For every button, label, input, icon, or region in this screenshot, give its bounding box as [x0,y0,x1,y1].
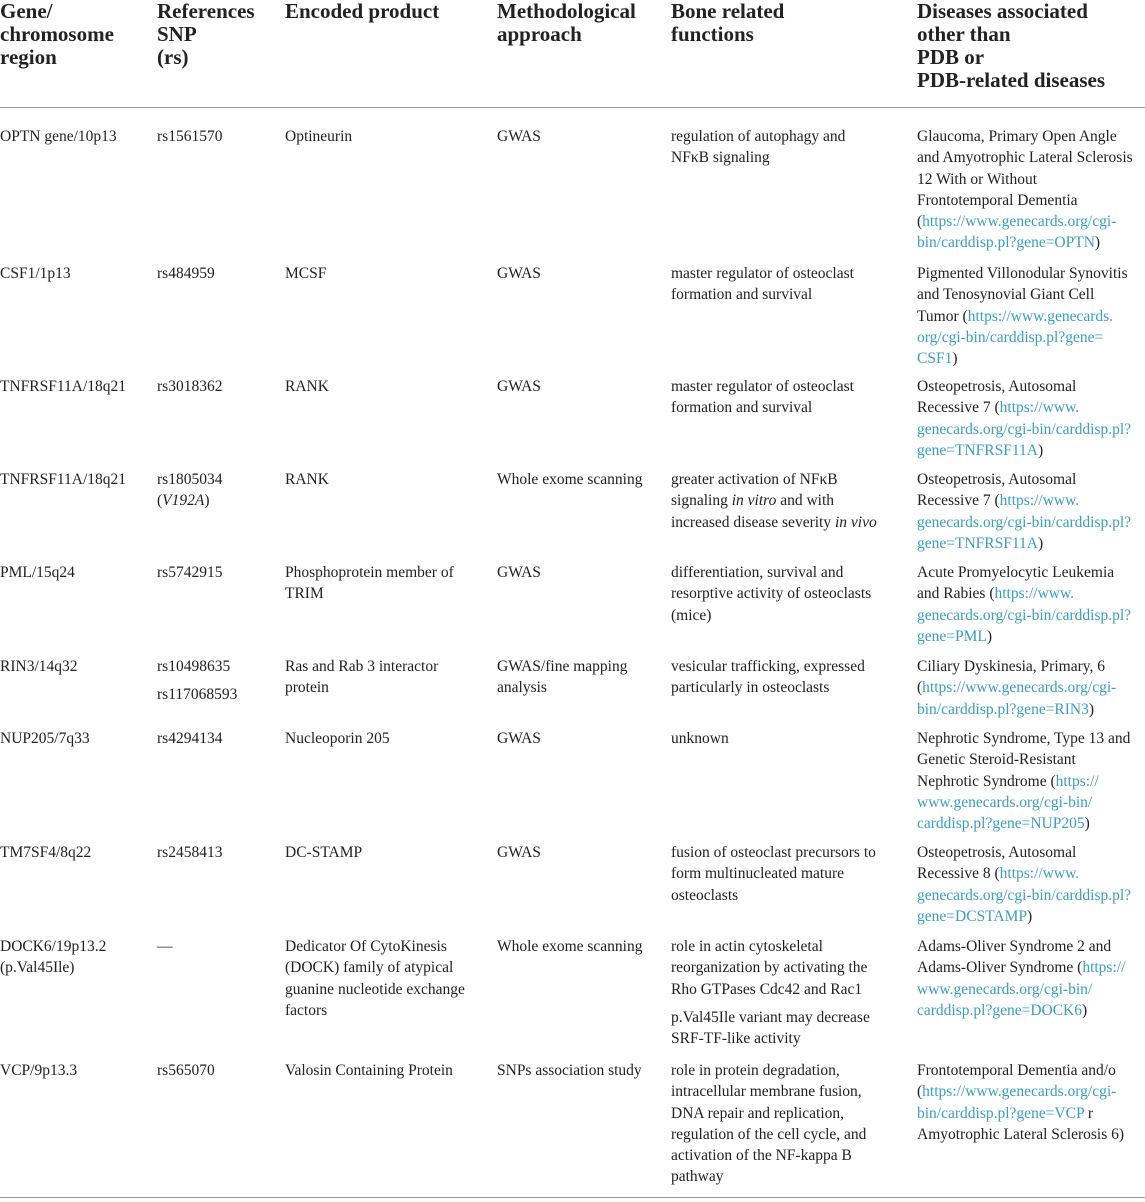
cell-line [917,813,1130,834]
text-span: and Rabies [917,585,990,603]
cell-line: formation and survival [671,286,813,304]
cell-line: master regulator of osteoclast [671,378,854,395]
cell-line: form multinucleated mature [671,865,845,883]
cell-snp [157,656,237,706]
text-span: in vivo [834,513,877,531]
cell-functions [671,562,871,626]
cell-line: Genetic Steroid-Resistant [917,751,1076,769]
text-span: ( [1077,959,1083,977]
genecards-link[interactable]: genecards.org/cgi-bin/carddisp.pl? [917,886,1132,904]
cell-line: Nephrotic Syndrome, Type 13 and [917,730,1131,747]
cell-gene [0,936,106,979]
cell-diseases [917,469,1131,554]
genecards-link[interactable]: CSF1 [917,350,953,368]
cell-line [671,490,877,511]
cell-line: greater activation of NFκB [671,471,838,488]
genecards-link[interactable]: gene=PML [917,627,987,645]
header-line: functions [671,22,754,46]
cell-line: resorptive activity of osteoclasts [671,585,872,603]
spacer [671,1000,870,1007]
cell-line: (DOCK) family of atypical [285,959,454,977]
cell-line: NUP205/7q33 [0,730,90,747]
cell-line [917,863,1131,884]
cell-line [917,419,1131,440]
cell-line: reorganization by activating the [671,959,868,977]
text-span: Tumor [917,307,963,325]
cell-line: rs10498635 [157,658,231,675]
header-method [497,0,636,46]
cell-line: rs117068593 [157,686,238,704]
cell-line: unknown [671,730,729,747]
cell-line [917,957,1125,978]
text-span: ) [1026,907,1033,925]
cell-line: rs565070 [157,1062,215,1079]
bottom-rule [0,1197,1145,1198]
cell-line: intracellular membrane fusion, [671,1083,862,1101]
genecards-link[interactable]: genecards.org/cgi-bin/carddisp.pl? [917,420,1132,438]
text-span: and with [776,492,835,510]
cell-line: SNPs association study [497,1062,642,1079]
cell-product [285,728,390,749]
genecards-link[interactable]: carddisp.pl?gene=DOCK6 [917,1001,1082,1019]
header-line: Diseases associated [917,0,1088,23]
cell-method [497,1060,642,1081]
cell-line [917,792,1130,813]
cell-line: Osteopetrosis, Autosomal [917,378,1077,395]
cell-snp [157,126,222,147]
genecards-link[interactable]: https://www.genecards. [967,307,1114,325]
cell-line: particularly in osteoclasts [671,679,830,697]
text-span: ( [989,585,995,603]
text-span: Recessive 7 [917,492,995,510]
cell-diseases [917,263,1128,369]
cell-gene [0,728,90,749]
cell-line: osteoclasts [671,886,739,904]
genecards-link[interactable]: genecards.org/cgi-bin/carddisp.pl? [917,513,1132,531]
genecards-link[interactable]: www.genecards.org/cgi-bin/ [917,980,1093,998]
cell-line: RANK [285,471,329,488]
header-snp [157,0,255,69]
cell-line: role in protein degradation, [671,1062,840,1079]
cell-functions [671,936,870,1049]
cell-line: Nucleoporin 205 [285,730,390,747]
genecards-link[interactable]: https:// [1082,959,1126,977]
cell-product [285,376,329,397]
cell-line [917,440,1131,461]
cell-line [917,490,1131,511]
cell-line: RIN3/14q32 [0,658,78,675]
genecards-link[interactable]: https://www. [999,865,1080,883]
cell-line: regulation of the cell cycle, and [671,1125,867,1143]
cell-functions [671,656,865,699]
cell-line: (mice) [671,606,712,624]
header-rule [0,107,1145,108]
cell-method [497,842,541,863]
genecards-link[interactable]: bin/carddisp.pl?gene=VCP [917,1104,1085,1122]
cell-line: vesicular trafficking, expressed [671,658,865,675]
cell-line [917,583,1131,604]
cell-gene [0,562,75,583]
cell-product [285,562,454,605]
cell-line [671,512,877,533]
header-line: References [157,0,255,23]
cell-functions [671,728,729,749]
cell-line: Whole exome scanning [497,938,643,955]
header-line: Bone related [671,0,785,23]
cell-line [917,906,1131,927]
cell-line [917,232,1133,253]
cell-line: NFκB signaling [671,149,770,167]
cell-gene [0,842,91,863]
header-line: chromosome [0,22,114,46]
text-span: ) [1084,815,1090,833]
cell-line: DOCK6/19p13.2 [0,938,107,955]
cell-line: RANK [285,378,329,395]
cell-gene [0,469,126,490]
text-span: Adams-Oliver Syndrome [917,959,1078,977]
cell-line: Whole exome scanning [497,471,643,488]
cell-line: GWAS [497,128,541,145]
cell-product [285,126,352,147]
header-diseases [917,0,1105,92]
cell-snp [157,936,173,957]
cell-line: and Amyotrophic Lateral Sclerosis [917,149,1133,167]
cell-line: and Tenosynovial Giant Cell [917,286,1095,304]
cell-line: TM7SF4/8q22 [0,844,92,861]
cell-gene [0,656,78,677]
cell-line: OPTN gene/10p13 [0,128,117,145]
cell-product [285,263,326,284]
snp-variant: (V192A) [157,492,210,510]
header-line: approach [497,22,582,46]
cell-line: Osteopetrosis, Autosomal [917,844,1077,861]
text-span: increased disease severity [671,513,835,531]
text-span: ) [1082,1001,1088,1019]
cell-line: GWAS [497,378,541,395]
cell-line: Rho GTPases Cdc42 and Rac1 [671,980,863,998]
cell-snp [157,562,222,583]
cell-line [917,1081,1124,1102]
cell-line: rs1561570 [157,128,223,145]
cell-line: Glaucoma, Primary Open Angle [917,128,1117,145]
cell-gene [0,376,126,397]
cell-line: TNFRSF11A/18q21 [0,471,127,488]
cell-method [497,126,541,147]
cell-diseases [917,126,1133,254]
cell-line: MCSF [285,265,327,282]
cell-line: rs5742915 [157,564,223,581]
cell-line: Pigmented Villonodular Synovitis [917,265,1128,282]
cell-diseases [917,842,1131,927]
cell-line: Dedicator Of CytoKinesis [285,938,447,955]
cell-line: (p.Val45Ile) [0,959,75,977]
header-line: other than [917,22,1011,46]
text-span: ( [962,307,968,325]
cell-functions [671,842,876,906]
cell-line [917,1000,1125,1021]
cell-line [917,306,1128,327]
cell-line: GWAS [497,564,541,581]
text-span: ) [986,627,993,645]
text-span: ( [917,1083,923,1101]
cell-method [497,376,541,397]
cell-product [285,1060,453,1081]
cell-line [917,771,1130,792]
cell-method [497,469,642,490]
cell-diseases [917,936,1125,1021]
cell-line: Valosin Containing Protein [285,1062,453,1079]
cell-line [917,677,1116,698]
cell-diseases [917,1060,1124,1145]
cell-functions [671,376,854,419]
text-span: signaling [671,492,732,510]
cell-snp [157,1060,215,1081]
text-span: ( [994,865,1000,883]
cell-functions [671,263,854,306]
cell-line [917,397,1131,418]
table-header [0,0,1145,108]
cell-snp [157,263,215,284]
cell-line: fusion of osteoclast precursors to [671,844,876,861]
cell-line: master regulator of osteoclast [671,265,854,282]
text-span: Recessive 8 [917,865,995,883]
cell-method [497,936,642,957]
cell-product [285,842,362,863]
text-span: Nephrotic Syndrome [917,772,1051,790]
cell-snp [157,376,222,397]
text-span: ) [1088,700,1095,718]
cell-line: DNA repair and replication, [671,1104,845,1122]
cell-functions [671,469,877,533]
cell-line: differentiation, survival and [671,564,844,581]
cell-line: factors [285,1001,328,1019]
cell-line: Frontotemporal Dementia and/o [917,1062,1116,1079]
cell-method [497,728,541,749]
cell-line: TNFRSF11A/18q21 [0,378,127,395]
text-span: ) [952,350,958,368]
text-span: ) [1037,534,1044,552]
cell-line: SRF-TF-like activity [671,1030,801,1048]
cell-line [917,979,1125,1000]
text-span: ) [1094,234,1101,252]
genecards-link[interactable]: bin/carddisp.pl?gene=RIN3 [917,700,1089,718]
cell-line: GWAS [497,730,541,747]
text-span: ( [917,213,923,231]
header-line: SNP [157,22,197,46]
cell-line [917,211,1133,232]
cell-diseases [917,656,1116,720]
genecards-link[interactable]: https://www. [999,492,1080,510]
cell-line: Osteopetrosis, Autosomal [917,471,1077,488]
header-line: region [0,45,57,69]
cell-functions [671,1060,866,1188]
cell-line [917,626,1131,647]
cell-line [917,327,1128,348]
header-functions [671,0,784,46]
cell-line: rs1805034 [157,471,223,488]
cell-line: GWAS [497,844,541,861]
text-span: ( [994,492,1000,510]
cell-method [497,263,541,284]
cell-line: role in actin cytoskeletal [671,938,823,955]
text-span: in vitro [731,492,777,510]
cell-snp [157,842,222,863]
cell-snp [157,469,222,512]
cell-line: Frontotemporal Dementia [917,191,1078,209]
cell-line: Adams-Oliver Syndrome 2 and [917,938,1112,955]
genecards-link[interactable]: carddisp.pl?gene=NUP205 [917,815,1085,833]
cell-line: CSF1/1p13 [0,265,71,282]
cell-line: Acute Promyelocytic Leukemia [917,564,1115,581]
cell-line: VCP/9p13.3 [0,1062,78,1079]
cell-diseases [917,376,1131,461]
cell-line: Ciliary Dyskinesia, Primary, 6 [917,658,1105,675]
cell-functions [671,126,845,169]
genecards-link[interactable]: https://www.genecards.org/cgi- [922,679,1117,697]
cell-line: TRIM [285,585,324,603]
cell-line [917,348,1128,369]
header-line: Gene/ [0,0,53,23]
header-line: PDB-related diseases [917,68,1106,92]
cell-line: formation and survival [671,399,813,417]
cell-product [285,936,465,1021]
cell-line: Optineurin [285,128,353,145]
cell-line: rs2458413 [157,844,223,861]
cell-method [497,562,541,583]
cell-diseases [917,728,1130,834]
cell-line: — [157,938,173,955]
text-span: r [1084,1104,1094,1122]
genecards-link[interactable]: genecards.org/cgi-bin/carddisp.pl? [917,606,1132,624]
cell-line [917,885,1131,906]
cell-product [285,469,329,490]
genecards-link[interactable]: gene=DCSTAMP [917,907,1027,925]
cell-line [917,605,1131,626]
cell-line: p.Val45Ile variant may decrease [671,1008,870,1026]
genecards-link[interactable]: https:// [1055,772,1099,790]
header-line: (rs) [157,45,189,69]
text-span: ( [917,679,923,697]
genecards-link[interactable]: https://www.genecards.org/cgi- [922,1083,1117,1101]
text-span: Recessive 7 [917,399,995,417]
genecards-link[interactable]: gene=TNFRSF11A [917,441,1038,459]
cell-line: Ras and Rab 3 interactor [285,658,439,675]
variant-name: V192A [162,492,205,510]
header-product [285,0,439,23]
genecards-link[interactable]: bin/carddisp.pl?gene=OPTN [917,234,1095,252]
cell-line: regulation of autophagy and [671,128,846,145]
genecards-link[interactable]: https://www.genecards.org/cgi- [922,213,1117,231]
cell-line: rs4294134 [157,730,223,747]
cell-line: GWAS/fine mapping [497,658,628,675]
cell-line: 12 With or Without [917,170,1038,188]
cell-line: Amyotrophic Lateral Sclerosis 6) [917,1125,1125,1143]
text-span: ) [1037,441,1044,459]
cell-line: rs484959 [157,265,215,282]
cell-line [917,1103,1124,1124]
cell-line: protein [285,679,329,697]
cell-line: rs3018362 [157,378,223,395]
cell-product [285,656,438,699]
genecards-link[interactable]: gene=TNFRSF11A [917,534,1038,552]
genecards-link[interactable]: https://www. [994,585,1075,603]
cell-line: DC-STAMP [285,844,363,861]
header-line: Methodological [497,0,636,23]
cell-line: guanine nucleotide exchange [285,980,465,998]
cell-diseases [917,562,1131,647]
cell-line: pathway [671,1168,724,1186]
cell-gene [0,263,71,284]
genecards-link[interactable]: www.genecards.org/cgi-bin/ [917,793,1093,811]
genecards-link[interactable]: org/cgi-bin/carddisp.pl?gene= [917,328,1104,346]
cell-method [497,656,627,699]
spacer [157,677,237,684]
cell-gene [0,1060,77,1081]
cell-snp [157,728,222,749]
cell-line [917,699,1116,720]
header-gene [0,0,114,69]
header-line: Encoded product [285,0,440,23]
cell-line: PML/15q24 [0,564,75,581]
cell-line: activation of the NF-kappa B [671,1147,852,1165]
header-line: PDB or [917,45,985,69]
cell-line: analysis [497,679,547,697]
cell-gene [0,126,117,147]
cell-line [917,533,1131,554]
cell-line: GWAS [497,265,541,282]
text-span: ( [994,399,1000,417]
cell-line: Phosphoprotein member of [285,564,454,581]
cell-line [917,512,1131,533]
genecards-link[interactable]: https://www. [999,399,1080,417]
text-span: ( [1050,772,1056,790]
